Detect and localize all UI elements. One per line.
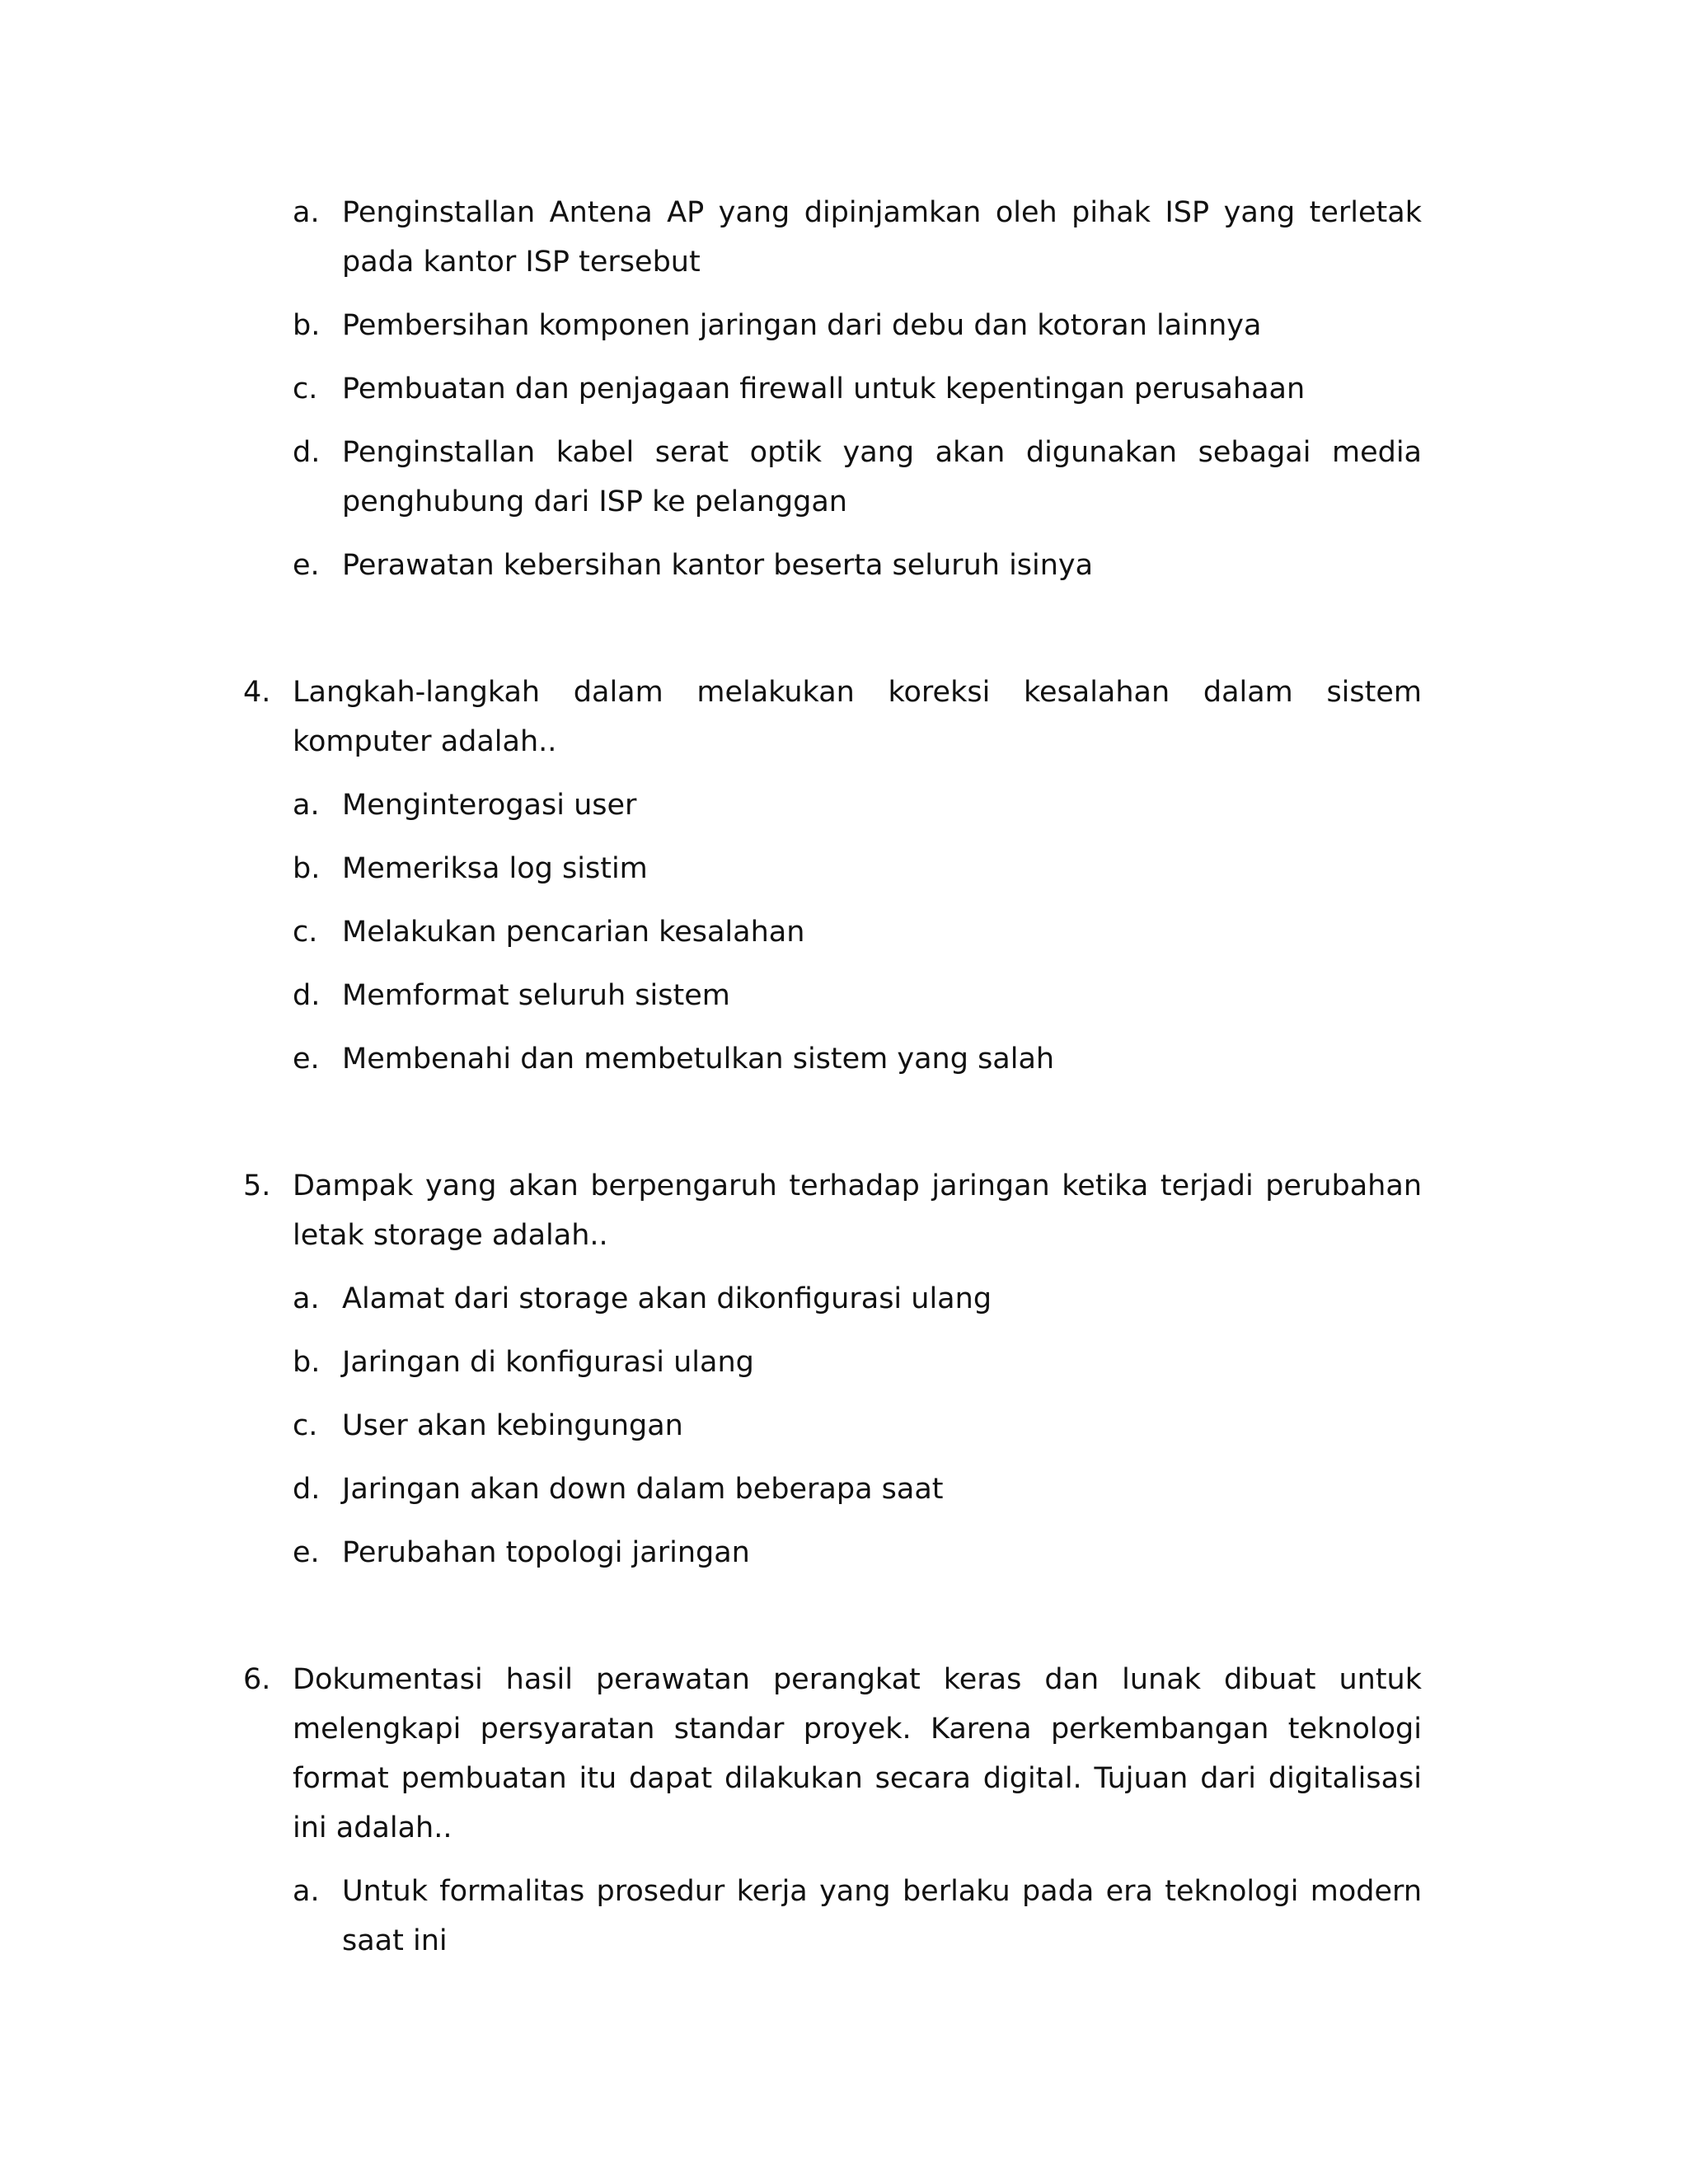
option-label: d.	[293, 1473, 321, 1506]
option-item	[293, 1528, 1422, 1577]
option-text: Memeriksa log sistim	[342, 852, 648, 885]
option-label: a.	[293, 789, 320, 822]
question-text: Dampak yang akan berpengaruh terhadap jaringan ketika terjadi perubahan letak storage adalah..	[293, 1169, 1422, 1252]
option-text: Alamat dari storage akan dikonfigurasi ulang	[342, 1282, 992, 1315]
option-label: a.	[293, 1282, 320, 1315]
question	[243, 1655, 1422, 1853]
option-item	[293, 907, 1422, 957]
question-number: 5.	[243, 1169, 271, 1202]
option-text: Pembuatan dan penjagaan firewall untuk kepentingan perusahaan	[342, 373, 1306, 405]
question-number: 4.	[243, 676, 271, 709]
lead-options	[243, 188, 1422, 590]
option-item	[293, 971, 1422, 1020]
question-block-6	[243, 1655, 1422, 1966]
option-text: Memformat seluruh sistem	[342, 979, 730, 1012]
option-text: Membenahi dan membetulkan sistem yang salah	[342, 1043, 1055, 1076]
question-text: Dokumentasi hasil perawatan perangkat keras dan lunak dibuat untuk melengkapi persyaratan standar proyek. Karena perkembangan teknologi format pembuatan itu dapat dilakukan secara digital. Tujuan dari digitalisasi ini adalah..	[293, 1663, 1422, 1844]
option-item	[293, 1338, 1422, 1387]
option-label: c.	[293, 373, 318, 405]
option-label: c.	[293, 916, 318, 949]
document-content	[243, 188, 1422, 1966]
option-label: b.	[293, 1346, 321, 1379]
option-item	[293, 1274, 1422, 1324]
option-label: a.	[293, 196, 320, 229]
option-text: Pembersihan komponen jaringan dari debu dan kotoran lainnya	[342, 309, 1262, 342]
option-label: a.	[293, 1875, 320, 1908]
option-item	[293, 1867, 1422, 1966]
option-label: c.	[293, 1409, 318, 1442]
option-item	[293, 1465, 1422, 1514]
option-item	[293, 428, 1422, 527]
option-text: Untuk formalitas prosedur kerja yang berlaku pada era teknologi modern saat ini	[342, 1875, 1422, 1957]
option-label: e.	[293, 1536, 320, 1569]
option-label: e.	[293, 1043, 320, 1076]
option-text: Menginterogasi user	[342, 789, 637, 822]
option-item	[293, 844, 1422, 893]
option-item	[293, 780, 1422, 830]
option-text: Penginstallan kabel serat optik yang akan digunakan sebagai media penghubung dari ISP ke pelanggan	[342, 436, 1422, 518]
option-text: Perubahan topologi jaringan	[342, 1536, 750, 1569]
question-block-5	[243, 1161, 1422, 1577]
option-item	[293, 1034, 1422, 1084]
option-item	[293, 1401, 1422, 1451]
option-label: d.	[293, 979, 321, 1012]
question-options	[243, 780, 1422, 1084]
option-item	[293, 301, 1422, 350]
option-label: e.	[293, 549, 320, 582]
option-text: Jaringan di konfigurasi ulang	[342, 1346, 754, 1379]
question-options	[243, 1274, 1422, 1577]
option-text: User akan kebingungan	[342, 1409, 683, 1442]
option-text: Penginstallan Antena AP yang dipinjamkan oleh pihak ISP yang terletak pada kantor ISP tersebut	[342, 196, 1422, 279]
option-item	[293, 364, 1422, 414]
option-label: d.	[293, 436, 321, 469]
option-text: Jaringan akan down dalam beberapa saat	[342, 1473, 944, 1506]
question	[243, 1161, 1422, 1260]
question-text: Langkah-langkah dalam melakukan koreksi kesalahan dalam sistem komputer adalah..	[293, 676, 1422, 758]
question-number: 6.	[243, 1663, 271, 1696]
option-text: Perawatan kebersihan kantor beserta seluruh isinya	[342, 549, 1094, 582]
option-text: Melakukan pencarian kesalahan	[342, 916, 805, 949]
question	[243, 668, 1422, 766]
question-block-4	[243, 668, 1422, 1084]
option-item	[293, 188, 1422, 287]
option-label: b.	[293, 309, 321, 342]
question-options	[243, 1867, 1422, 1966]
option-item	[293, 541, 1422, 590]
option-label: b.	[293, 852, 321, 885]
